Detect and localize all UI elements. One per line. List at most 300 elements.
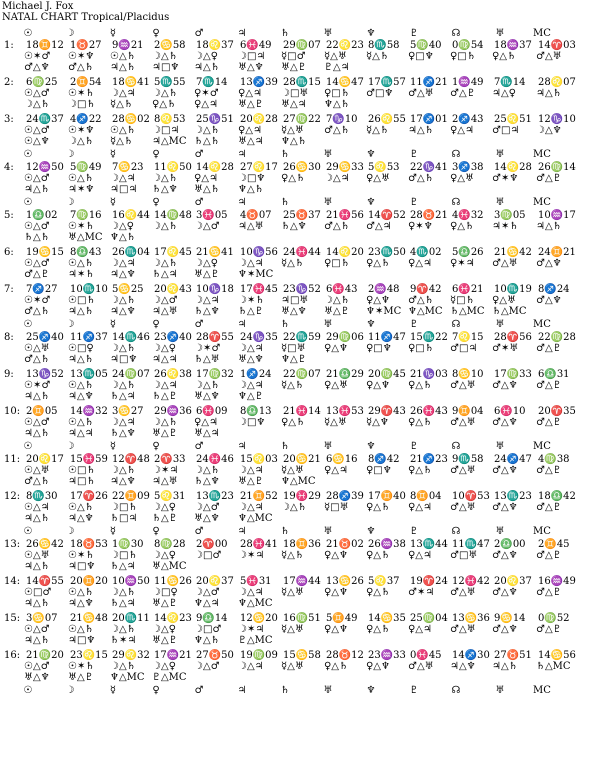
- aspect-glyph: ♂△♄: [408, 173, 434, 184]
- planet-position: 17♌45: [154, 247, 192, 258]
- aspect-glyph: ♀✶♆: [408, 221, 433, 232]
- planet-position: 12♓42: [452, 576, 490, 587]
- planet-position: 7♑10: [326, 114, 358, 125]
- aspect-glyph: ♅△♆: [194, 513, 220, 524]
- planet-position: 28♉21: [410, 210, 448, 221]
- planet-position: 8♌53: [154, 114, 186, 125]
- planet-symbol: ♂: [194, 149, 204, 160]
- aspect-glyph: ☽□♆: [238, 417, 266, 428]
- aspect-glyph: ♄△♇: [152, 391, 178, 402]
- planet-position: 23♌15: [70, 650, 108, 661]
- aspect-glyph: ☽△♄: [110, 380, 136, 391]
- planet-position: 24♓44: [283, 247, 321, 258]
- planet-position: 6♓43: [326, 284, 358, 295]
- planet-position: 1♍30: [112, 539, 144, 550]
- planet-position: 14♒32: [70, 406, 108, 417]
- planet-symbol: ☽: [65, 685, 75, 696]
- aspect-glyph: ☉✶♆: [68, 125, 95, 136]
- planet-position: 11♏47: [452, 539, 490, 550]
- planet-symbol: ♅: [323, 28, 333, 39]
- aspect-glyph: ☽△♃: [238, 380, 264, 391]
- aspect-glyph: ☽△♄: [110, 465, 136, 476]
- planet-position: 21♋42: [494, 247, 532, 258]
- planet-position: 22♊09: [112, 491, 150, 502]
- aspect-glyph: ☉△♅: [24, 465, 50, 476]
- planet-position: 29♍07: [283, 40, 321, 51]
- aspect-glyph: ♆✶MC: [238, 269, 274, 280]
- planet-symbol: ♅: [495, 28, 505, 39]
- planet-symbol: ♅: [495, 685, 505, 696]
- aspect-glyph: ♆△♄: [324, 99, 350, 110]
- planet-symbol: ☽: [65, 319, 75, 330]
- aspect-glyph: ☉△♂: [24, 624, 50, 635]
- aspect-glyph: ☽△♄: [152, 173, 178, 184]
- planet-position: 19♈24: [410, 576, 448, 587]
- planet-position: 23♏50: [368, 247, 406, 258]
- aspect-glyph: ♅△♆: [238, 62, 264, 73]
- planet-position: 23♒33: [368, 650, 406, 661]
- aspect-glyph: ♃△♄: [536, 88, 562, 99]
- aspect-glyph: ♂△♆: [24, 62, 50, 73]
- planet-symbol: ☊: [451, 319, 461, 330]
- aspect-glyph: ♃△MC: [152, 136, 187, 147]
- aspect-glyph: ♀✶♃: [450, 258, 475, 269]
- aspect-glyph: ♀△♄: [324, 661, 348, 672]
- aspect-glyph: ☉△♂: [24, 258, 50, 269]
- planet-symbol: ♂: [194, 28, 204, 39]
- aspect-glyph: ☽△♀: [152, 550, 176, 561]
- aspect-glyph: ♂△♆: [492, 587, 518, 598]
- aspect-glyph: ☽△♄: [152, 258, 178, 269]
- planet-position: 10♒17: [538, 210, 576, 221]
- planet-position: 16♍51: [283, 613, 321, 624]
- aspect-glyph: ♀△♃: [408, 258, 432, 269]
- planet-position: 18♌37: [196, 40, 234, 51]
- aspect-glyph: ♀△♃: [450, 125, 474, 136]
- planet-symbol: ♅: [323, 526, 333, 537]
- planet-symbol: ☽: [65, 526, 75, 537]
- aspect-glyph: ☉△♄: [68, 502, 94, 513]
- aspect-glyph: ♀△♆: [366, 295, 390, 306]
- aspect-glyph: ♃□♅: [281, 295, 309, 306]
- planet-position: 3♍05: [494, 210, 526, 221]
- planet-position: 27♍22: [283, 114, 321, 125]
- aspect-glyph: ☽□♃: [152, 125, 180, 136]
- planet-symbol: ♆: [366, 28, 376, 39]
- aspect-glyph: ♂△♄: [24, 476, 50, 487]
- aspect-glyph: ☿△♄: [281, 550, 304, 561]
- planet-position: 14♈52: [368, 210, 406, 221]
- aspect-glyph: ♅△♆: [194, 391, 220, 402]
- aspect-glyph: ☉✶♂: [24, 295, 51, 306]
- aspect-glyph: ♃□♃: [110, 184, 138, 195]
- planet-position: 21♊52: [240, 491, 278, 502]
- aspect-glyph: ♀□♄: [324, 88, 350, 99]
- aspect-glyph: ♀△♆: [324, 624, 348, 635]
- aspect-glyph: ☽△♂: [194, 661, 220, 672]
- planet-position: 11♋26: [154, 576, 192, 587]
- aspect-glyph: ♃△♆: [110, 476, 136, 487]
- aspect-glyph: ☉✶♄: [68, 661, 95, 672]
- aspect-glyph: ♄△♇: [152, 513, 178, 524]
- aspect-glyph: ☿△♄: [366, 51, 389, 62]
- planet-position: 2♐43: [452, 114, 484, 125]
- planet-position: 9♈42: [410, 284, 442, 295]
- aspect-glyph: ♃△♅: [152, 306, 178, 317]
- planet-position: 20♍45: [368, 369, 406, 380]
- planet-position: 21♎29: [326, 369, 364, 380]
- planet-position: 6♍25: [26, 77, 58, 88]
- planet-symbol: ☉: [23, 197, 33, 208]
- aspect-glyph: ☽✶♃: [152, 465, 179, 476]
- aspect-glyph: ♂△♇: [536, 624, 562, 635]
- aspect-glyph: ☉△♂: [24, 88, 50, 99]
- row-number: 8:: [4, 332, 14, 343]
- aspect-glyph: ♅△♇: [281, 62, 307, 73]
- aspect-glyph: ♄△♄: [194, 136, 220, 147]
- planet-symbol: ☽: [65, 197, 75, 208]
- planet-position: 21♍20: [26, 650, 64, 661]
- planet-symbol-row: [0, 197, 610, 209]
- planet-symbol: ☿: [109, 441, 117, 452]
- planet-position: 2♋58: [154, 40, 186, 51]
- aspect-glyph: ♅△♇: [238, 99, 264, 110]
- aspect-glyph: ♂△♇: [536, 417, 562, 428]
- planet-position: 14♌23: [154, 613, 192, 624]
- aspect-glyph: ☉△♄: [110, 51, 136, 62]
- planet-position: 12♑10: [538, 114, 576, 125]
- planet-position: 26♌55: [368, 114, 406, 125]
- planet-position: 24♊21: [538, 247, 576, 258]
- planet-position: 29♌32: [112, 650, 150, 661]
- aspect-glyph: ☉△♃: [24, 502, 50, 513]
- aspect-glyph: ♂△♅: [492, 258, 518, 269]
- aspect-glyph: ♀□♄: [450, 51, 476, 62]
- planet-symbol: ♃: [237, 149, 247, 160]
- planet-position: 6♋16: [326, 454, 358, 465]
- aspect-glyph: ☽△♄: [194, 380, 220, 391]
- planet-symbol: ♅: [323, 319, 333, 330]
- aspect-glyph: ☽△♃: [110, 417, 136, 428]
- aspect-glyph: ☽△♃: [110, 258, 136, 269]
- aspect-glyph: ♄△♃: [152, 269, 178, 280]
- aspect-glyph: ☽△♃: [110, 88, 136, 99]
- row-number: 14:: [4, 576, 21, 587]
- aspect-glyph: ♅△♇: [324, 306, 350, 317]
- planet-symbol: ☉: [23, 441, 33, 452]
- aspect-glyph: ♆✶MC: [366, 306, 402, 317]
- aspect-glyph: ☽△♄: [152, 51, 178, 62]
- planet-position: 13♏23: [196, 491, 234, 502]
- planet-position: 15♋58: [283, 650, 321, 661]
- planet-symbol: ♅: [495, 441, 505, 452]
- aspect-glyph: ♅△MC: [68, 232, 103, 243]
- planet-symbol: ☊: [451, 28, 461, 39]
- aspect-glyph: ☽✶♃: [238, 624, 265, 635]
- aspect-glyph: ♂△♆: [492, 502, 518, 513]
- planet-position: 17♒44: [283, 576, 321, 587]
- chart-type-label: NATAL CHART Tropical/Placidus: [2, 12, 170, 23]
- aspect-glyph: ♃△♄: [68, 354, 94, 365]
- aspect-glyph: ☉□♄: [68, 465, 96, 476]
- aspect-glyph: ♀△♄: [492, 51, 516, 62]
- aspect-glyph: ☽△♂: [194, 221, 220, 232]
- planet-position: 18♊12: [26, 40, 64, 51]
- aspect-glyph: ♄□♃: [110, 513, 138, 524]
- aspect-glyph: ♀△♄: [408, 380, 432, 391]
- aspect-glyph: ☉△♅: [24, 550, 50, 561]
- person-name: Michael J. Fox: [2, 1, 74, 12]
- planet-position: 20♌17: [26, 454, 64, 465]
- planet-position: 15♌03: [240, 454, 278, 465]
- planet-position: 1♒49: [452, 77, 484, 88]
- aspect-glyph: ♃△♄: [194, 62, 220, 73]
- aspect-glyph: ♀△♄: [366, 258, 390, 269]
- planet-position: 26♋30: [283, 162, 321, 173]
- planet-position: 25♑51: [196, 114, 234, 125]
- planet-symbol-row: [0, 441, 610, 453]
- planet-symbol: ♀: [152, 197, 160, 208]
- aspect-glyph: ☽✶♃: [238, 550, 265, 561]
- aspect-glyph: ♆△♄: [238, 184, 264, 195]
- aspect-glyph: ♆△MC: [238, 598, 273, 609]
- planet-symbol: ♇: [409, 149, 419, 160]
- aspect-glyph: ☉△♄: [110, 125, 136, 136]
- planet-symbol: MC: [533, 526, 551, 537]
- planet-position: 7♏14: [196, 77, 228, 88]
- planet-symbol: ♆: [366, 441, 376, 452]
- planet-position: 25♍04: [410, 613, 448, 624]
- planet-position: 9♊04: [452, 406, 484, 417]
- planet-position: 26♏04: [112, 247, 150, 258]
- planet-symbol: ☿: [109, 197, 117, 208]
- aspect-glyph: ☉✶♄: [68, 221, 95, 232]
- planet-position: 3♓05: [196, 210, 228, 221]
- planet-symbol: ♇: [409, 28, 419, 39]
- aspect-glyph: ♄△♆: [110, 428, 136, 439]
- planet-symbol: ☊: [451, 197, 461, 208]
- aspect-glyph: ♂△♅: [450, 624, 476, 635]
- planet-symbol: ♇: [409, 441, 419, 452]
- aspect-glyph: ☉△♄: [68, 624, 94, 635]
- row-number: 10:: [4, 406, 21, 417]
- planet-position: 12♒50: [26, 162, 64, 173]
- aspect-glyph: ♀△♄: [366, 624, 390, 635]
- aspect-glyph: ♄△♆: [194, 476, 220, 487]
- aspect-glyph: ♂△♆: [492, 550, 518, 561]
- aspect-glyph: ♂□♃: [492, 125, 520, 136]
- planet-position: 5♏55: [154, 77, 186, 88]
- aspect-glyph: ☽△♃: [238, 502, 264, 513]
- aspect-glyph: ♆△MC: [408, 306, 443, 317]
- planet-position: 8♐42: [368, 454, 400, 465]
- aspect-glyph: ♂△♃: [366, 221, 392, 232]
- aspect-glyph: ☿△♄: [281, 258, 304, 269]
- planet-position: 23♐40: [154, 332, 192, 343]
- planet-position: 18♎42: [538, 491, 576, 502]
- row-number: 9:: [4, 369, 14, 380]
- planet-position: 2♈00: [196, 539, 228, 550]
- planet-symbol: ♄: [280, 28, 290, 39]
- aspect-glyph: ♃△♄: [24, 598, 50, 609]
- planet-position: 17♍32: [196, 369, 234, 380]
- aspect-glyph: ☽✶♄: [238, 295, 265, 306]
- aspect-glyph: ☽△♂: [194, 587, 220, 598]
- aspect-glyph: ☽□♃: [238, 51, 266, 62]
- planet-position: 9♎14: [196, 613, 228, 624]
- aspect-glyph: ♇△MC: [238, 635, 273, 646]
- aspect-glyph: ♀△♄: [281, 417, 305, 428]
- planet-symbol: MC: [533, 441, 551, 452]
- planet-position: 13♏44: [410, 539, 448, 550]
- planet-position: 7♐27: [26, 284, 58, 295]
- aspect-glyph: ♃△♆: [110, 269, 136, 280]
- aspect-glyph: ☽△♂: [152, 295, 178, 306]
- aspect-glyph: ☽△♄: [194, 125, 220, 136]
- aspect-glyph: ♅△♇: [194, 269, 220, 280]
- planet-symbol: ☽: [65, 149, 75, 160]
- planet-position: 14♌20: [326, 247, 364, 258]
- aspect-glyph: ☿△♄: [110, 136, 133, 147]
- aspect-glyph: ♅△♄: [194, 184, 220, 195]
- aspect-glyph: ☉△♂: [24, 173, 50, 184]
- planet-symbol: ♀: [152, 526, 160, 537]
- aspect-glyph: ☽△♄: [110, 587, 136, 598]
- planet-position: 29♋33: [326, 162, 364, 173]
- planet-symbol: ♆: [366, 197, 376, 208]
- planet-symbol: ☉: [23, 685, 33, 696]
- aspect-glyph: ♃△♄: [24, 513, 50, 524]
- planet-position: 18♋41: [112, 77, 150, 88]
- aspect-glyph: ♂□♆: [366, 88, 394, 99]
- aspect-glyph: ♆△MC: [238, 513, 273, 524]
- planet-position: 19♋15: [26, 247, 64, 258]
- planet-position: 3♋07: [26, 613, 58, 624]
- planet-symbol: ☉: [23, 319, 33, 330]
- planet-symbol: ♄: [280, 441, 290, 452]
- planet-symbol: ♀: [152, 441, 160, 452]
- planet-position: 11♐37: [70, 332, 108, 343]
- aspect-glyph: ♃△♄: [68, 306, 94, 317]
- aspect-glyph: ♅△♇: [68, 672, 94, 683]
- aspect-glyph: ♀△♄: [408, 417, 432, 428]
- planet-position: 13♏05: [70, 369, 108, 380]
- aspect-glyph: ♂✶♆: [492, 173, 519, 184]
- aspect-glyph: ♅△♆: [281, 306, 307, 317]
- planet-position: 28♉12: [326, 650, 364, 661]
- planet-position: 17♒21: [154, 650, 192, 661]
- aspect-glyph: ☽□♂: [194, 550, 222, 561]
- planet-position: 14♈03: [538, 40, 576, 51]
- aspect-glyph: ♃△♀: [492, 88, 516, 99]
- planet-position: 1♉27: [70, 40, 102, 51]
- planet-position: 28♈56: [494, 332, 532, 343]
- aspect-glyph: ♃△♆: [110, 306, 136, 317]
- aspect-glyph: ☽△♃: [238, 661, 264, 672]
- aspect-glyph: ☉✶♄: [68, 88, 95, 99]
- aspect-glyph: ♂△♅: [536, 51, 562, 62]
- aspect-glyph: ☽△♂: [194, 502, 220, 513]
- aspect-glyph: ☿△♅: [281, 661, 304, 672]
- planet-position: 16♌44: [112, 210, 150, 221]
- planet-symbol: ♀: [152, 28, 160, 39]
- aspect-glyph: ♀△♃: [194, 417, 218, 428]
- planet-symbol: MC: [533, 685, 551, 696]
- aspect-glyph: ☿△♅: [281, 125, 304, 136]
- planet-position: 0♍52: [538, 613, 570, 624]
- aspect-glyph: ♃✶♆: [68, 184, 95, 195]
- aspect-glyph: ☿△♅: [281, 587, 304, 598]
- planet-position: 8♊04: [410, 491, 442, 502]
- planet-position: 13♓53: [326, 406, 364, 417]
- aspect-glyph: ♄△♅: [194, 354, 220, 365]
- planet-symbol: ♇: [409, 526, 419, 537]
- aspect-glyph: ☿△♅: [281, 624, 304, 635]
- planet-position: 17♈26: [70, 491, 108, 502]
- planet-position: 14♌28: [196, 162, 234, 173]
- planet-position: 4♓32: [452, 210, 484, 221]
- aspect-glyph: ♃△♄: [408, 125, 434, 136]
- row-number: 2:: [4, 77, 14, 88]
- aspect-glyph: ☽□♄: [68, 99, 96, 110]
- planet-position: 0♍54: [452, 40, 484, 51]
- planet-symbol: ♃: [237, 197, 247, 208]
- aspect-glyph: ♅△♃: [238, 136, 264, 147]
- planet-position: 13♋36: [452, 613, 490, 624]
- planet-position: 10♈53: [452, 491, 490, 502]
- aspect-glyph: ☉□♂: [24, 587, 52, 598]
- planet-position: 19♓29: [283, 491, 321, 502]
- planet-position: 5♎26: [452, 247, 484, 258]
- aspect-glyph: ☽△♄: [110, 295, 136, 306]
- planet-position: 5♍40: [410, 40, 442, 51]
- planet-symbol: ☿: [109, 149, 117, 160]
- planet-position: 7♍16: [70, 210, 102, 221]
- planet-position: 13♏23: [494, 491, 532, 502]
- aspect-glyph: ☽△♄: [152, 88, 178, 99]
- aspect-glyph: ♃□♄: [68, 476, 96, 487]
- planet-position: 6♓49: [240, 40, 272, 51]
- planet-symbol: ♃: [237, 441, 247, 452]
- planet-position: 4♍38: [538, 454, 570, 465]
- aspect-glyph: ♆△MC: [110, 672, 145, 683]
- aspect-glyph: ♆△♄: [110, 232, 136, 243]
- planet-position: 14♍48: [154, 210, 192, 221]
- aspect-glyph: ☽△♄: [324, 295, 350, 306]
- aspect-glyph: ☽△♄: [194, 465, 220, 476]
- planet-symbol: ♃: [237, 526, 247, 537]
- planet-symbol: ♅: [323, 441, 333, 452]
- planet-symbol: MC: [533, 28, 551, 39]
- aspect-glyph: ☿△♄: [366, 125, 389, 136]
- aspect-glyph: ♂△♇: [24, 269, 50, 280]
- planet-symbol: ♅: [323, 197, 333, 208]
- aspect-glyph: ♂△♅: [450, 380, 476, 391]
- aspect-glyph: ♃△♆: [68, 598, 94, 609]
- aspect-glyph: ☽□♂: [194, 624, 222, 635]
- aspect-glyph: ☽□♆: [238, 173, 266, 184]
- aspect-glyph: ♂△♆: [492, 465, 518, 476]
- planet-position: 17♊40: [368, 491, 406, 502]
- planet-position: 5♊49: [326, 613, 358, 624]
- aspect-glyph: ♀□♆: [366, 343, 392, 354]
- aspect-glyph: ☉✶♂: [24, 51, 51, 62]
- planet-position: 25♌51: [494, 114, 532, 125]
- row-number: 15:: [4, 613, 21, 624]
- aspect-glyph: ♀△♃: [238, 125, 262, 136]
- planet-symbol: MC: [533, 319, 551, 330]
- planet-symbol-row: [0, 526, 610, 538]
